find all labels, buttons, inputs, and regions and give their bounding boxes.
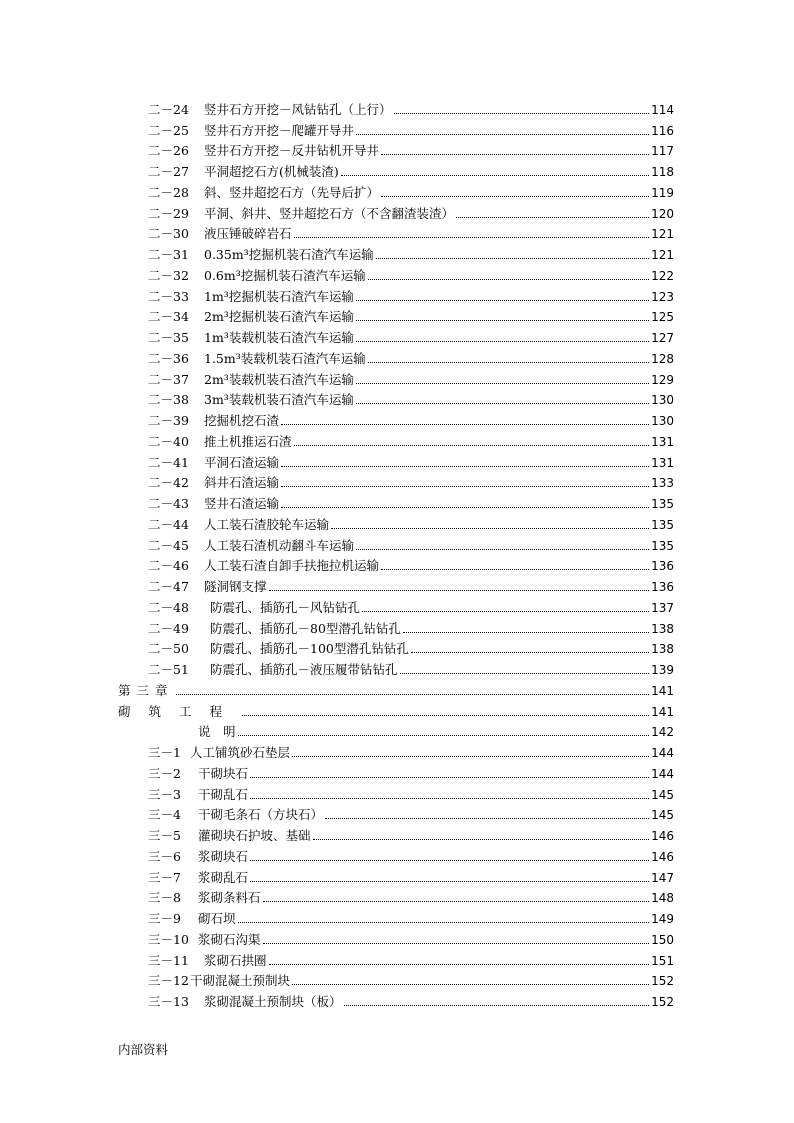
toc-entry[interactable] xyxy=(118,471,674,492)
toc-entry-page: 147 xyxy=(651,870,674,885)
toc-leader-dots xyxy=(356,403,649,404)
toc-entry[interactable] xyxy=(118,512,674,533)
toc-entry[interactable] xyxy=(118,284,674,305)
toc-entry-title: 1m³挖掘机装石渣汽车运输 xyxy=(204,288,354,304)
toc-entry-title: 2m³挖掘机装石渣汽车运输 xyxy=(204,309,354,325)
toc-entry[interactable] xyxy=(118,159,674,180)
toc-leader-dots xyxy=(331,528,649,529)
toc-entry-code: 二－33 xyxy=(148,288,189,304)
toc-entry[interactable] xyxy=(118,139,674,160)
toc-entry[interactable] xyxy=(118,222,674,243)
toc-entry-page: 149 xyxy=(651,912,674,926)
toc-entry[interactable] xyxy=(118,678,674,699)
toc-leader-dots xyxy=(381,196,649,197)
toc-entry-title: 干砌块石 xyxy=(198,765,249,781)
toc-entry-page: 122 xyxy=(651,268,674,283)
toc-entry-page: 138 xyxy=(651,642,674,657)
toc-entry[interactable] xyxy=(118,699,674,720)
toc-entry[interactable] xyxy=(118,948,674,969)
toc-leader-dots xyxy=(325,818,649,819)
toc-entry-title: 砌石坝 xyxy=(198,911,236,926)
toc-leader-dots xyxy=(313,839,650,840)
toc-entry-code: 二－45 xyxy=(148,537,189,553)
toc-leader-dots xyxy=(281,466,649,467)
toc-entry[interactable] xyxy=(118,844,674,865)
toc-entry-title: 竖井石方开挖－风钻钻孔（上行） xyxy=(204,101,392,117)
toc-entry-code: 二－37 xyxy=(148,371,189,387)
toc-entry-code: 三－11 xyxy=(148,952,189,968)
toc-leader-dots xyxy=(356,383,649,384)
toc-entry-title: 浆砌条料石 xyxy=(198,890,261,906)
toc-entry-title: 浆砌块石 xyxy=(198,848,249,864)
toc-leader-dots xyxy=(242,715,649,716)
toc-entry-page: 116 xyxy=(651,123,674,138)
toc-leader-dots xyxy=(238,735,650,736)
toc-entry-title: 推土机推运石渣 xyxy=(204,433,292,449)
toc-entry[interactable] xyxy=(118,740,674,761)
toc-entry[interactable] xyxy=(118,969,674,990)
toc-entry-title: 浆砌石沟渠 xyxy=(198,931,261,947)
toc-leader-dots xyxy=(456,217,649,218)
toc-entry[interactable] xyxy=(118,637,674,658)
toc-entry-code: 二－28 xyxy=(148,184,189,200)
toc-entry-title: 3m³装载机装石渣汽车运输 xyxy=(204,392,354,408)
toc-entry-title: 防震孔、插筋孔－风钻钻孔 xyxy=(210,599,361,615)
toc-entry-page: 121 xyxy=(651,227,674,242)
toc-entry-page: 129 xyxy=(651,372,674,387)
toc-entry[interactable] xyxy=(118,554,674,575)
toc-entry-page: 142 xyxy=(651,725,674,740)
toc-leader-dots xyxy=(376,258,649,259)
toc-leader-dots xyxy=(292,984,649,985)
toc-entry-page: 148 xyxy=(651,891,674,906)
toc-entry-page: 127 xyxy=(651,331,674,345)
toc-entry-title: 人工装石渣胶轮车运输 xyxy=(204,516,330,532)
toc-leader-dots xyxy=(281,507,649,508)
toc-entry[interactable] xyxy=(118,180,674,201)
toc-entry-code: 二－27 xyxy=(148,164,189,179)
toc-leader-dots xyxy=(344,1005,650,1006)
toc-entry-page: 114 xyxy=(651,102,674,117)
toc-entry-page: 130 xyxy=(651,393,674,408)
toc-leader-dots xyxy=(250,798,649,799)
toc-entry-title: 灌砌块石护坡、基础 xyxy=(198,828,311,843)
toc-entry-title: 竖井石方开挖－反井钻机开导井 xyxy=(204,143,380,159)
toc-entry[interactable] xyxy=(118,346,674,367)
toc-entry[interactable] xyxy=(118,118,674,139)
toc-entry-code: 二－31 xyxy=(148,247,189,262)
toc-entry-code: 二－44 xyxy=(148,516,189,532)
toc-entry-title: 人工铺筑砂石垫层 xyxy=(190,745,291,760)
toc-entry[interactable] xyxy=(118,242,674,263)
toc-entry-page: 146 xyxy=(651,829,674,843)
toc-entry[interactable] xyxy=(118,367,674,388)
toc-entry-page: 152 xyxy=(651,974,674,989)
toc-entry-page: 152 xyxy=(651,995,674,1009)
toc-leader-dots xyxy=(281,424,649,425)
toc-leader-dots xyxy=(238,922,650,923)
toc-entry[interactable] xyxy=(118,595,674,616)
toc-leader-dots xyxy=(263,943,650,944)
toc-entry-code: 三－6 xyxy=(148,848,181,864)
toc-entry-code: 三－7 xyxy=(148,869,181,885)
toc-entry-code: 二－39 xyxy=(148,413,189,428)
toc-entry-code: 二－46 xyxy=(148,558,189,574)
toc-entry-page: 145 xyxy=(651,787,674,802)
toc-entry-code: 三－9 xyxy=(148,911,181,926)
toc-entry-page: 150 xyxy=(651,932,674,947)
toc-entry[interactable] xyxy=(118,574,674,595)
toc-leader-dots xyxy=(250,777,649,778)
toc-leader-dots xyxy=(269,590,650,591)
toc-leader-dots xyxy=(381,569,649,570)
toc-entry-code: 三－10 xyxy=(148,931,189,947)
toc-entry[interactable] xyxy=(118,305,674,326)
toc-entry-code: 三－3 xyxy=(148,786,181,802)
table-of-contents xyxy=(118,97,674,1010)
toc-entry-page: 135 xyxy=(651,497,674,511)
toc-entry-code: 三－8 xyxy=(148,890,181,906)
toc-entry-page: 120 xyxy=(651,206,674,221)
toc-entry-title: 浆砌混凝土预制块（板） xyxy=(204,994,342,1009)
toc-entry-code: 二－49 xyxy=(148,620,189,636)
toc-entry-code: 二－25 xyxy=(148,122,189,138)
toc-leader-dots xyxy=(411,652,649,653)
toc-leader-dots xyxy=(400,673,650,674)
toc-leader-dots xyxy=(356,320,649,321)
toc-entry[interactable] xyxy=(118,408,674,429)
toc-entry-title: 2m³装载机装石渣汽车运输 xyxy=(204,371,354,387)
toc-entry[interactable] xyxy=(118,450,674,471)
toc-entry-page: 123 xyxy=(651,289,674,304)
toc-entry-page: 131 xyxy=(651,434,674,449)
toc-entry[interactable] xyxy=(118,616,674,637)
toc-leader-dots xyxy=(294,445,650,446)
toc-entry-code: 二－43 xyxy=(148,496,189,511)
toc-entry[interactable] xyxy=(118,491,674,512)
toc-entry-code: 二－30 xyxy=(148,226,189,242)
toc-entry-title: 说 明 xyxy=(198,724,236,740)
toc-entry-title: 人工装石渣机动翻斗车运输 xyxy=(204,537,355,553)
toc-entry-page: 144 xyxy=(651,766,674,781)
toc-entry-code: 二－29 xyxy=(148,205,189,221)
toc-entry-page: 145 xyxy=(651,808,674,823)
toc-entry-title: 竖井石方开挖－爬罐开导井 xyxy=(204,122,355,138)
toc-leader-dots xyxy=(176,694,650,695)
toc-leader-dots xyxy=(281,486,649,487)
toc-entry-title: 0.6m³挖掘机装石渣汽车运输 xyxy=(204,267,366,283)
toc-entry-title: 第三章 xyxy=(118,682,174,698)
toc-entry-code: 二－40 xyxy=(148,433,189,449)
toc-entry-page: 135 xyxy=(651,538,674,553)
toc-entry-page: 138 xyxy=(651,621,674,636)
toc-entry[interactable] xyxy=(118,906,674,927)
toc-entry-page: 139 xyxy=(651,663,674,677)
toc-entry-code: 三－5 xyxy=(148,828,181,843)
toc-entry-page: 125 xyxy=(651,310,674,325)
toc-leader-dots xyxy=(356,300,649,301)
toc-entry-code: 二－50 xyxy=(148,641,189,657)
toc-leader-dots xyxy=(263,901,650,902)
toc-leader-dots xyxy=(356,549,649,550)
toc-entry-page: 119 xyxy=(651,185,674,200)
toc-entry-code: 二－34 xyxy=(148,309,189,325)
toc-leader-dots xyxy=(394,113,650,114)
toc-entry-page: 151 xyxy=(651,953,674,968)
toc-entry-title: 隧洞钢支撑 xyxy=(204,579,267,594)
toc-entry-code: 二－47 xyxy=(148,579,189,594)
toc-entry-code: 三－4 xyxy=(148,807,181,823)
toc-leader-dots xyxy=(362,611,649,612)
toc-entry-title: 斜井石渣运输 xyxy=(204,475,280,491)
toc-entry-title: 挖掘机挖石渣 xyxy=(204,413,280,428)
toc-entry-code: 二－36 xyxy=(148,350,189,366)
toc-entry[interactable] xyxy=(118,865,674,886)
toc-entry-code: 三－2 xyxy=(148,765,181,781)
toc-entry-title: 斜、竖井超挖石方（先导后扩） xyxy=(204,184,380,200)
toc-entry-page: 136 xyxy=(651,559,674,574)
toc-entry[interactable] xyxy=(118,720,674,741)
toc-entry-page: 141 xyxy=(651,704,674,719)
toc-entry-title: 防震孔、插筋孔－100型潜孔钻钻孔 xyxy=(210,641,409,657)
toc-entry-page: 146 xyxy=(651,849,674,864)
toc-entry-title: 液压锤破碎岩石 xyxy=(204,226,292,242)
toc-entry-page: 141 xyxy=(651,683,674,698)
toc-entry[interactable] xyxy=(118,325,674,346)
toc-entry-title: 浆砌乱石 xyxy=(198,869,249,885)
toc-entry[interactable] xyxy=(118,263,674,284)
toc-entry-page: 137 xyxy=(651,600,674,615)
toc-leader-dots xyxy=(368,279,649,280)
toc-entry[interactable] xyxy=(118,803,674,824)
toc-entry-page: 121 xyxy=(651,248,674,262)
toc-entry[interactable] xyxy=(118,782,674,803)
toc-entry-code: 二－24 xyxy=(148,101,189,117)
toc-entry-code: 二－48 xyxy=(148,599,189,615)
toc-entry-title: 干砌混凝土预制块 xyxy=(190,973,291,989)
toc-entry[interactable] xyxy=(118,201,674,222)
toc-leader-dots xyxy=(368,362,649,363)
toc-entry-title: 1.5m³装载机装石渣汽车运输 xyxy=(204,350,366,366)
toc-entry-page: 128 xyxy=(651,351,674,366)
toc-entry-code: 三－1 xyxy=(148,745,181,760)
toc-entry-page: 136 xyxy=(651,580,674,594)
toc-entry[interactable] xyxy=(118,823,674,844)
toc-entry-page: 117 xyxy=(651,144,674,159)
toc-leader-dots xyxy=(381,154,649,155)
toc-leader-dots xyxy=(403,632,649,633)
toc-leader-dots xyxy=(269,964,650,965)
footer-label: 内部资料 xyxy=(118,1042,169,1057)
toc-entry-page: 135 xyxy=(651,517,674,532)
toc-leader-dots xyxy=(341,175,649,176)
toc-leader-dots xyxy=(356,341,649,342)
toc-entry-title: 人工装石渣自卸手扶拖拉机运输 xyxy=(204,558,380,574)
toc-entry-page: 144 xyxy=(651,746,674,760)
toc-entry-title: 竖井石渣运输 xyxy=(204,496,280,511)
toc-leader-dots xyxy=(356,134,649,135)
toc-entry-title: 平洞石渣运输 xyxy=(204,454,280,470)
toc-entry-code: 二－42 xyxy=(148,475,189,491)
toc-entry-title: 1m³装载机装石渣汽车运输 xyxy=(204,330,354,345)
toc-entry-page: 133 xyxy=(651,476,674,491)
toc-entry-code: 二－32 xyxy=(148,267,189,283)
toc-entry-page: 130 xyxy=(651,414,674,428)
toc-entry[interactable] xyxy=(118,97,674,118)
toc-entry-code: 三－12 xyxy=(148,973,189,989)
toc-entry[interactable] xyxy=(118,657,674,678)
toc-entry[interactable] xyxy=(118,886,674,907)
toc-entry-title: 防震孔、插筋孔－液压履带钻钻孔 xyxy=(210,662,398,677)
toc-entry[interactable] xyxy=(118,989,674,1010)
toc-entry-title: 浆砌石拱圈 xyxy=(204,952,267,968)
toc-entry-title: 0.35m³挖掘机装石渣汽车运输 xyxy=(204,247,374,262)
toc-entry-code: 二－26 xyxy=(148,143,189,159)
toc-entry[interactable] xyxy=(118,388,674,409)
toc-entry-title: 干砌乱石 xyxy=(198,786,249,802)
toc-entry[interactable] xyxy=(118,533,674,554)
toc-entry[interactable] xyxy=(118,761,674,782)
toc-entry-code: 二－35 xyxy=(148,330,189,345)
toc-leader-dots xyxy=(250,881,649,882)
toc-entry-title: 平洞、斜井、竖井超挖石方（不含翻渣装渣） xyxy=(204,205,455,221)
toc-entry-code: 二－51 xyxy=(148,662,189,677)
toc-entry-page: 118 xyxy=(651,165,674,179)
toc-entry-title: 平洞超挖石方(机械装渣) xyxy=(204,164,339,179)
toc-entry-title: 砌筑工程 xyxy=(118,703,241,719)
toc-entry[interactable] xyxy=(118,927,674,948)
toc-entry[interactable] xyxy=(118,429,674,450)
toc-entry-page: 131 xyxy=(651,455,674,470)
toc-leader-dots xyxy=(250,860,649,861)
toc-entry-code: 二－38 xyxy=(148,392,189,408)
toc-entry-code: 三－13 xyxy=(148,994,189,1009)
toc-entry-code: 二－41 xyxy=(148,454,189,470)
toc-leader-dots xyxy=(292,756,649,757)
toc-entry-title: 防震孔、插筋孔－80型潜孔钻钻孔 xyxy=(210,620,401,636)
toc-leader-dots xyxy=(294,237,650,238)
toc-entry-title: 干砌毛条石（方块石） xyxy=(198,807,324,823)
